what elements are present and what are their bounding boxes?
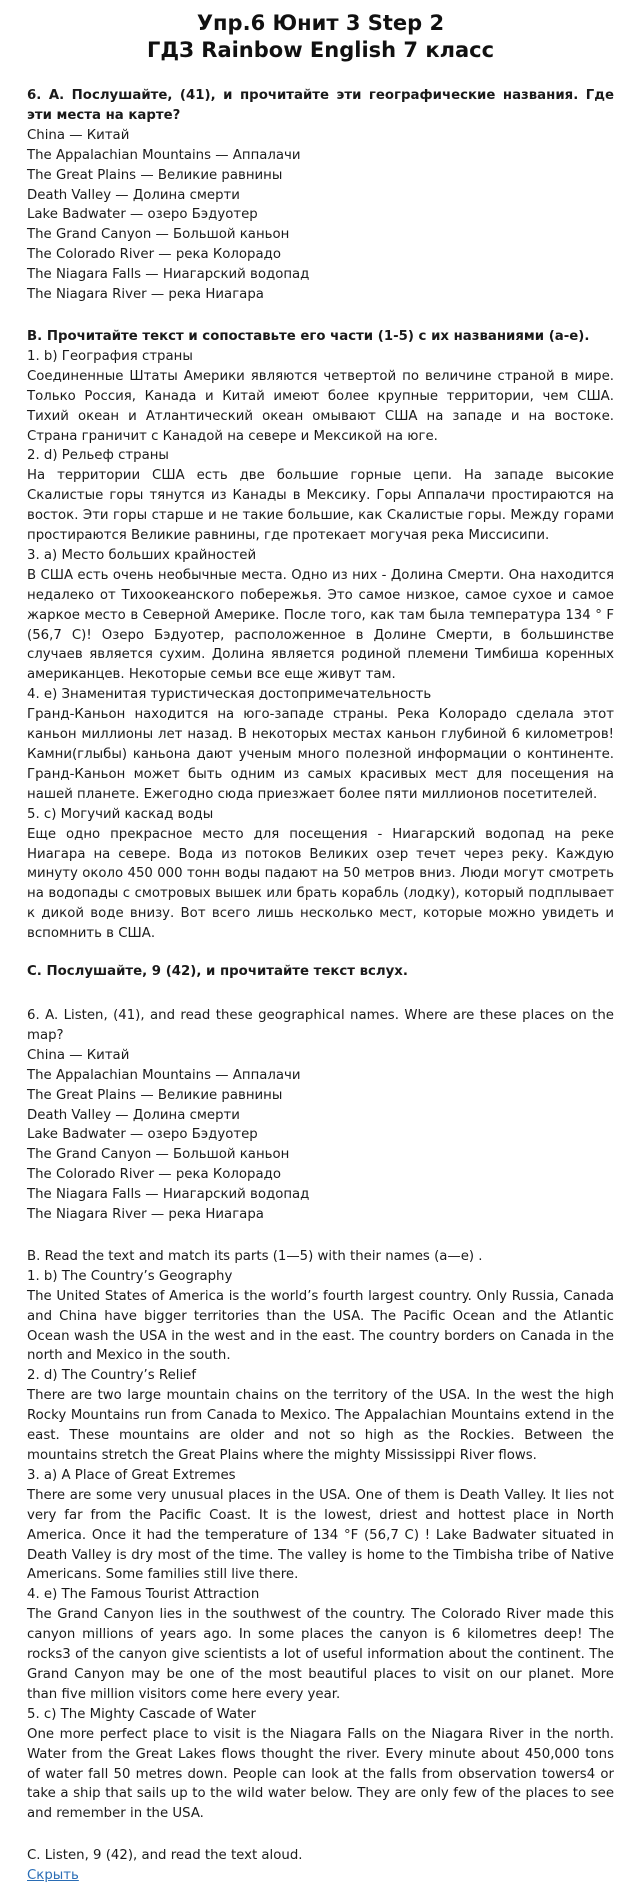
ru-names-list — [27, 126, 614, 305]
hide-link[interactable]: Скрыть — [27, 1868, 79, 1884]
title-line-2: ГДЗ Rainbow English 7 класс — [146, 38, 495, 62]
list-item: Lake Badwater — озеро Бэдуотер — [27, 1127, 258, 1143]
page-title — [0, 10, 641, 64]
ru-part-heading: 4. е) Знаменитая туристическая достопримечательность — [27, 687, 432, 703]
ru-part-text: Гранд-Каньон находится на юго-западе страны. Река Колорадо сделала этот каньон миллионы лет назад. В некоторых местах каньон глубиной 6 километров! Камни(глыбы) каньона дают ученым много полезной информации о континенте. Гранд-Каньон может быть одним из самых красивых мест для посещения на нашей планете. Ежегодно сюда приезжает более пяти миллионов посетителей. — [27, 707, 614, 802]
en-names-list — [27, 1046, 614, 1225]
list-item: The Niagara River — река Ниагара — [27, 1207, 264, 1223]
list-item: The Grand Canyon — Большой каньон — [27, 227, 290, 243]
list-item: Death Valley — Долина смерти — [27, 1107, 240, 1123]
list-item: Death Valley — Долина смерти — [27, 187, 240, 203]
en-task-c: C. Listen, 9 (42), and read the text aloud. — [27, 1848, 303, 1864]
en-part-heading: 3. a) A Place of Great Extremes — [27, 1467, 236, 1483]
list-item: Lake Badwater — озеро Бэдуотер — [27, 207, 258, 223]
ru-part-heading: 2. d) Рельеф страны — [27, 448, 169, 464]
en-part-text: There are two large mountain chains on the territory of the USA. In the west the high Rocky Mountains run from Canada to Mexico. The Appalachian Mountains extend in the east. These mountains are older and not so high as the Rockies. Between the mountains stretch the Great Plains where the mighty Mississippi River flows. — [27, 1388, 614, 1463]
list-item: The Grand Canyon — Большой каньон — [27, 1147, 290, 1163]
list-item: The Niagara River — река Ниагара — [27, 287, 264, 303]
en-task-b: B. Read the text and match its parts (1—5) with their names (a—e) . — [27, 1248, 483, 1264]
ru-part-heading: 3. а) Место больших крайностей — [27, 547, 257, 563]
ru-task-c: С. Послушайте, 9 (42), и прочитайте текст вслух. — [27, 964, 408, 980]
list-item: China — Китай — [27, 1047, 130, 1063]
list-item: The Colorado River — река Колорадо — [27, 1167, 281, 1183]
ru-task-b: В. Прочитайте текст и сопоставьте его части (1-5) с их названиями (а-е). — [27, 328, 590, 344]
title-line-1: Упр.6 Юнит 3 Step 2 — [196, 11, 445, 35]
en-part-heading: 4. e) The Famous Tourist Attraction — [27, 1587, 260, 1603]
ru-part-heading: 1. b) География страны — [27, 348, 193, 364]
list-item: The Great Plains — Великие равнины — [27, 1087, 283, 1103]
ru-part-text: В США есть очень необычные места. Одно из них - Долина Смерти. Она находится недалеко от Тихоокеанского побережья. Это самое низкое, самое сухое и самое жаркое место в Северной Америке. После того, как там была температура 134 ° F (56,7 С)! Озеро Бэдуотер, расположенное в Долине Смерти, в большинстве случаев является сухим. Долина является родиной племени Тимбиша коренных американцев. Некоторые семьи все еще живут там. — [27, 567, 614, 683]
list-item: The Colorado River — река Колорадо — [27, 247, 281, 263]
list-item: The Great Plains — Великие равнины — [27, 167, 283, 183]
list-item: The Appalachian Mountains — Аппалачи — [27, 147, 301, 163]
en-part-text: The United States of America is the world’s fourth largest country. Only Russia, Canada and China have bigger territories than the USA. The Pacific Ocean and the Atlantic Ocean wash the USA in the west and in the east. The country borders on Canada in the north and Mexico in the south. — [27, 1288, 614, 1364]
list-item: The Appalachian Mountains — Аппалачи — [27, 1067, 301, 1083]
ru-part-text: Еще одно прекрасное место для посещения - Ниагарский водопад на реке Ниагара на севере. Вода из потоков Великих озер течет через реку. Каждую минуту около 450 000 тонн воды падают на 50 метров вниз. Люди могут смотреть на водопады с смотровых вышек или брать корабль (лодку), который подплывает к дикой воде внизу. Вот всего лишь несколько мест, которые можно увидеть и вспомнить в США. — [27, 826, 614, 942]
en-part-text: The Grand Canyon lies in the southwest of the country. The Colorado River made this canyon millions of years ago. In some places the canyon is 6 kilometres deep! The rocks3 of the canyon give scientists a lot of useful information about the continent. The Grand Canyon may be one of the most beautiful places to visit on our planet. More than five million visitors come here every year. — [27, 1607, 614, 1702]
ru-task-a: 6. А. Послушайте, (41), и прочитайте эти географические названия. Где эти места на карте? — [27, 88, 614, 123]
en-part-text: One more perfect place to visit is the Niagara Falls on the Niagara River in the north. Water from the Great Lakes flows thought the river. Every minute about 450,000 tons of water fall 50 metres down. People can look at the falls from observation towers4 or take a ship that sails up to the wild water below. They are only few of the places to see and remember in the USA. — [27, 1726, 614, 1822]
list-item: China — Китай — [27, 127, 130, 143]
en-task-a: 6. A. Listen, (41), and read these geographical names. Where are these places on the map? — [27, 1007, 614, 1043]
list-item: The Niagara Falls — Ниагарский водопад — [27, 1187, 310, 1203]
en-part-heading: 2. d) The Country’s Relief — [27, 1368, 197, 1384]
en-part-heading: 1. b) The Country’s Geography — [27, 1268, 233, 1284]
en-part-heading: 5. c) The Mighty Cascade of Water — [27, 1706, 256, 1722]
en-part-text: There are some very unusual places in the USA. One of them is Death Valley. It lies not very far from the Pacific Coast. It is the lowest, driest and hottest place in North America. Once it had the temperature of 134 °F (56,7 C) ! Lake Badwater situated in Death Valley is dry most of the time. The valley is home to the Timbisha tribe of Native Americans. Some families still live there. — [27, 1487, 614, 1583]
answer-content — [0, 86, 641, 1886]
list-item: The Niagara Falls — Ниагарский водопад — [27, 267, 310, 283]
ru-part-heading: 5. с) Могучий каскад воды — [27, 806, 214, 822]
ru-part-text: Соединенные Штаты Америки являются четвертой по величине страной в мире. Только Россия, Канада и Китай имеют более крупные территории, чем США. Тихий океан и Атлантический океан омывают США на западе и на востоке. Страна граничит с Канадой на севере и Мексикой на юге. — [27, 368, 614, 444]
ru-part-text: На территории США есть две большие горные цепи. На западе высокие Скалистые горы тянутся из Канады в Мексику. Горы Аппалачи простираются на восток. Эти горы старше и не такие большие, как Скалистые горы. Между горами простираются Великие равнины, где протекает могучая река Миссисипи. — [27, 468, 614, 544]
